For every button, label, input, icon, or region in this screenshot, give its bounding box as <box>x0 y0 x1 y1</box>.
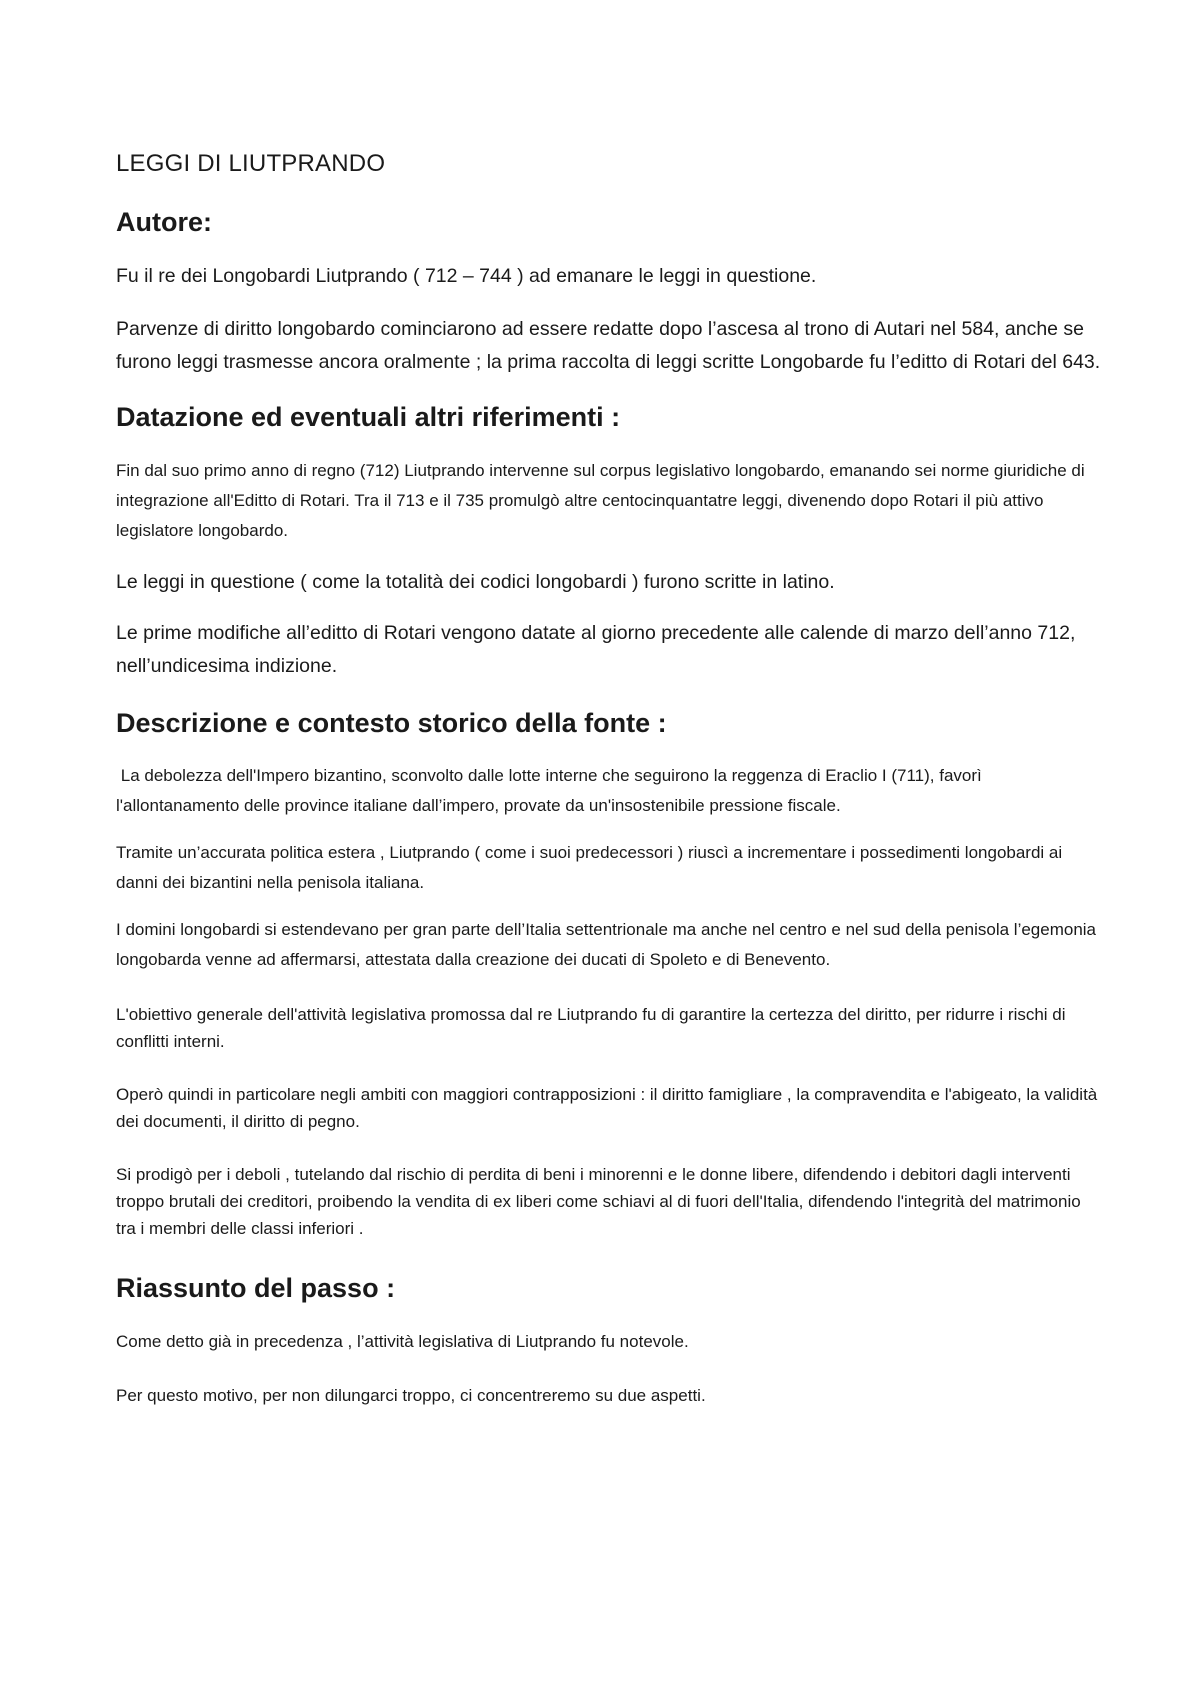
document-title: LEGGI DI LIUTPRANDO <box>116 150 386 177</box>
section-heading-autore: Autore: <box>116 207 212 237</box>
paragraph: La debolezza dell'Impero bizantino, sconvolto dalle lotte interne che seguirono la reggenza di Eraclio I (711), favorì l'allontanamento delle province italiane dall’impero, provate da un'insostenibile pressione fiscale. <box>116 766 987 816</box>
paragraph: Parvenze di diritto longobardo cominciarono ad essere redatte dopo l’ascesa al trono di Autari nel 584, anche se furono leggi trasmesse ancora oralmente ; la prima raccolta di leggi scritte Longobarde fu l’editto di Rotari del 643. <box>116 318 1101 374</box>
paragraph: Le leggi in questione ( come la totalità dei codici longobardi ) furono scritte in latino. <box>116 570 835 593</box>
section-heading-datazione: Datazione ed eventuali altri riferimenti : <box>116 402 621 433</box>
paragraph: Tramite un’accurata politica estera , Liutprando ( come i suoi predecessori ) riuscì a incrementare i possedimenti longobardi ai danni dei bizantini nella penisola italiana. <box>116 843 1063 893</box>
paragraph: Per questo motivo, per non dilungarci troppo, ci concentreremo su due aspetti. <box>116 1385 706 1405</box>
paragraph: Fin dal suo primo anno di regno (712) Liutprando intervenne sul corpus legislativo longobardo, emanando sei norme giuridiche di integrazione all'Editto di Rotari. Tra il 713 e il 735 promulgò altre centocinquantatre leggi, divenendo dopo Rotari il più attivo legislatore longobardo. <box>116 460 1085 540</box>
paragraph: I domini longobardi si estendevano per gran parte dell’Italia settentrionale ma anche nel centro e nel sud della penisola l’egemonia longobarda venne ad affermarsi, attestata dalla creazione dei ducati di Spoleto e di Benevento. <box>116 920 1097 970</box>
paragraph: Operò quindi in particolare negli ambiti con maggiori contrapposizioni : il diritto famigliare , la compravendita e l'abigeato, la validità dei documenti, il diritto di pegno. <box>116 1085 1098 1132</box>
section-heading-riassunto: Riassunto del passo : <box>116 1273 396 1304</box>
paragraph: Fu il re dei Longobardi Liutprando ( 712 – 744 ) ad emanare le leggi in questione. <box>116 265 817 288</box>
paragraph: Le prime modifiche all’editto di Rotari vengono datate al giorno precedente alle calende di marzo dell’anno 712, nell’undicesima indizione. <box>116 621 1076 677</box>
paragraph: Come detto già in precedenza , l’attività legislativa di Liutprando fu notevole. <box>116 1331 689 1351</box>
document-body <box>116 150 1101 1428</box>
paragraph: Si prodigò per i deboli , tutelando dal rischio di perdita di beni i minorenni e le donne libere, difendendo i debitori dagli interventi troppo brutali dei creditori, proibendo la vendita di ex liberi come schiavi al di fuori dell'Italia, difendendo l'integrità del matrimonio tra i membri delle classi inferiori . <box>116 1165 1081 1239</box>
paragraph: L'obiettivo generale dell'attività legislativa promossa dal re Liutprando fu di garantire la certezza del diritto, per ridurre i rischi di conflitti interni. <box>116 1005 1066 1052</box>
section-heading-descrizione: Descrizione e contesto storico della fonte : <box>116 707 667 738</box>
